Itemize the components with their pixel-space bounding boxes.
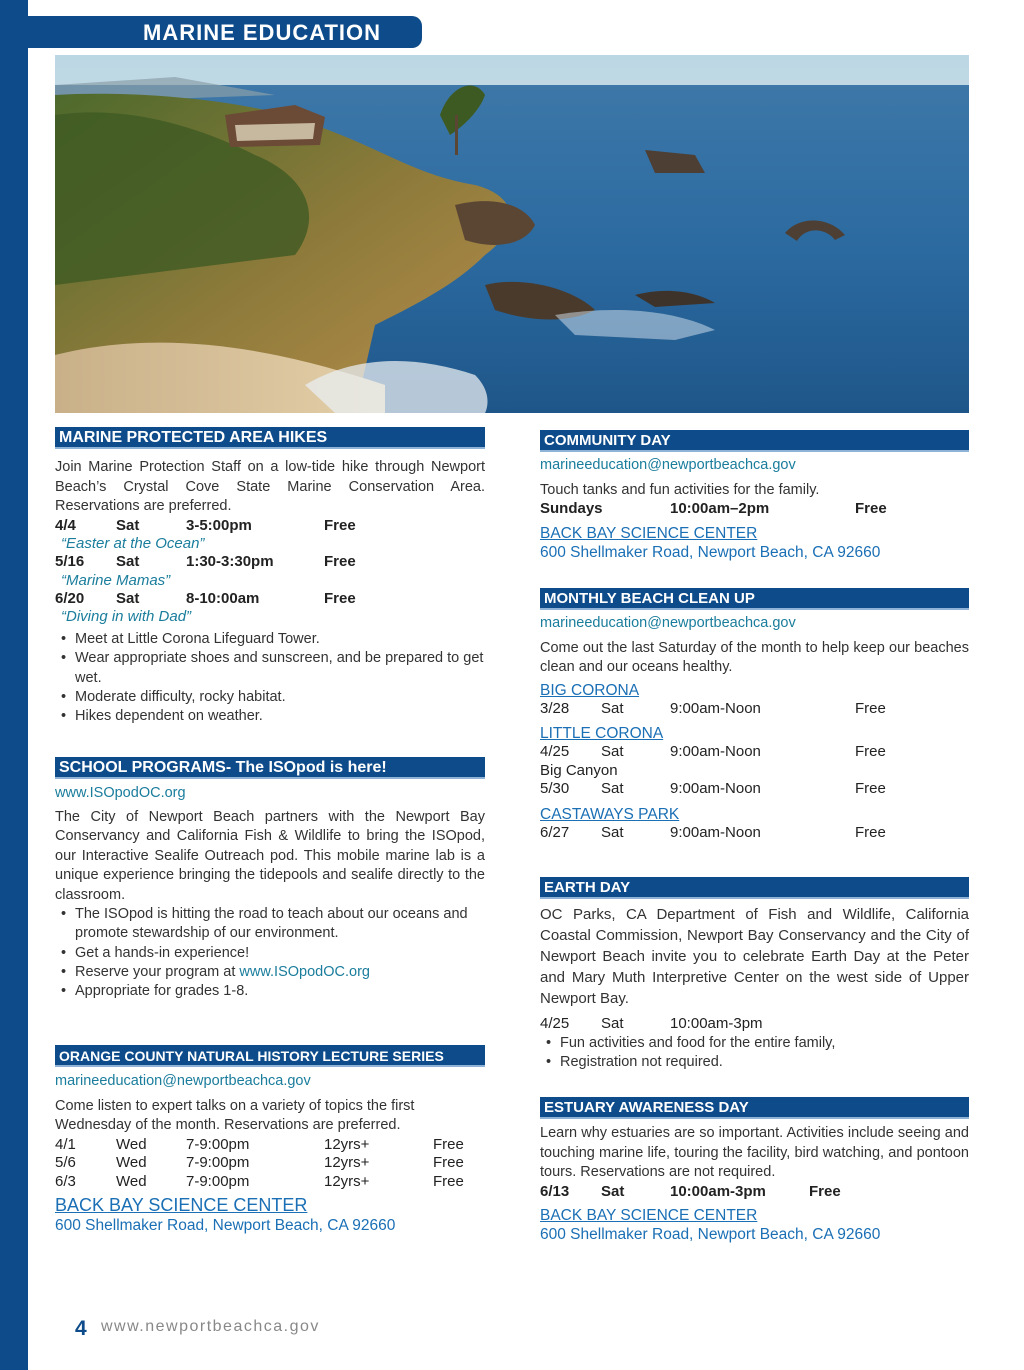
estuary-address: 600 Shellmaker Road, Newport Beach, CA 92660: [540, 1226, 881, 1243]
cleanup-day: Sat: [601, 780, 624, 797]
cleanup-date: 4/25: [540, 743, 570, 760]
reserve-prefix: Reserve your program at: [75, 963, 240, 980]
community-day-section: [540, 430, 969, 562]
cleanup-price: Free: [855, 743, 886, 760]
cleanup-body: Come out the last Saturday of the month to help keep our beaches clean and our oceans healthy.: [540, 639, 969, 675]
hike-time: 1:30-3:30pm: [186, 553, 274, 570]
cleanup-date: 6/27: [540, 823, 570, 841]
community-time: 10:00am–2pm: [670, 500, 770, 517]
mpa-hikes-heading: MARINE PROTECTED AREA HIKES: [55, 427, 485, 449]
hike-row-3: [55, 590, 485, 609]
school-programs-section: [55, 757, 485, 1001]
estuary-time: 10:00am-3pm: [670, 1182, 766, 1200]
hike-date: 6/20: [55, 589, 85, 607]
community-day: Sundays: [540, 500, 603, 517]
lecture-row-1: [55, 1136, 485, 1155]
estuary-row: [540, 1183, 969, 1202]
earth-day-row: [540, 1015, 969, 1034]
cleanup-time: 9:00am-Noon: [670, 743, 761, 760]
hike-time: 8-10:00am: [186, 589, 260, 607]
cleanup-time: 9:00am-Noon: [670, 780, 761, 797]
list-item: • Meet at Little Corona Lifeguard Tower.: [55, 630, 485, 649]
hike-date: 4/4: [55, 516, 76, 534]
lecture-price: Free: [433, 1154, 464, 1171]
beach-cleanup-heading: MONTHLY BEACH CLEAN UP: [540, 588, 969, 610]
lecture-day: Wed: [116, 1172, 147, 1190]
list-item: • Registration not required.: [540, 1053, 969, 1072]
list-item: • Hikes dependent on weather.: [55, 707, 485, 726]
hike-day: Sat: [116, 553, 140, 570]
cleanup-day: Sat: [601, 743, 624, 760]
estuary-venue-link[interactable]: BACK BAY SCIENCE CENTER: [540, 1207, 758, 1224]
list-item: • Wear appropriate shoes and sunscreen, and be prepared to get wet.: [55, 649, 485, 688]
hike-row-2: [55, 553, 485, 572]
location-name: Big Canyon: [540, 761, 618, 779]
lecture-time: 7-9:00pm: [186, 1154, 250, 1171]
school-body: The City of Newport Beach partners with the Newport Bay Conservancy and California Fish & Wildlife to bring the ISOpod, our Interactive Sealife Outreach pod. This mobile marine lab is a unique experience bringing the tidepools and sealife directly to the classroom.: [55, 808, 485, 903]
mpa-hikes-intro: Join Marine Protection Staff on a low-tide hike through Newport Beach’s Crystal Cove State Marine Conservation Area. Reservations are preferred.: [55, 459, 485, 514]
community-venue-link[interactable]: BACK BAY SCIENCE CENTER: [540, 524, 758, 542]
earth-day-heading: EARTH DAY: [540, 877, 969, 899]
lecture-price: Free: [433, 1135, 464, 1153]
hike-time: 3-5:00pm: [186, 516, 252, 534]
hike-subtitle-1: “Easter at the Ocean”: [61, 535, 205, 552]
lecture-body: Come listen to expert talks on a variety of topics the first Wednesday of the month. Reservations are preferred.: [55, 1097, 415, 1133]
hike-day: Sat: [116, 516, 140, 534]
lecture-row-2: [55, 1154, 485, 1173]
lecture-venue-link[interactable]: BACK BAY SCIENCE CENTER: [55, 1195, 308, 1215]
lecture-date: 6/3: [55, 1172, 76, 1190]
earth-date: 4/25: [540, 1015, 570, 1032]
earth-time: 10:00am-3pm: [670, 1015, 763, 1032]
cleanup-day: Sat: [601, 699, 624, 717]
list-item: • Get a hands-in experience!: [55, 944, 485, 963]
lecture-age: 12yrs+: [324, 1154, 370, 1171]
lecture-age: 12yrs+: [324, 1172, 370, 1190]
location-big-canyon: [540, 762, 969, 781]
isopod-reserve-link[interactable]: www.ISOpodOC.org: [239, 963, 370, 980]
cleanup-time: 9:00am-Noon: [670, 699, 761, 717]
lecture-date: 4/1: [55, 1135, 76, 1153]
lecture-price: Free: [433, 1172, 464, 1190]
cleanup-price: Free: [855, 780, 886, 797]
cleanup-price: Free: [855, 823, 886, 841]
location-castaways-park-link[interactable]: CASTAWAYS PARK: [540, 805, 680, 823]
cleanup-time: 9:00am-Noon: [670, 823, 761, 841]
list-item: [55, 963, 485, 982]
cleanup-date: 5/30: [540, 780, 570, 797]
lecture-date: 5/6: [55, 1154, 76, 1171]
hike-price: Free: [324, 553, 356, 570]
list-item: • Fun activities and food for the entire family,: [540, 1034, 969, 1053]
earth-bullets: [540, 1034, 969, 1073]
hike-price: Free: [324, 589, 356, 607]
location-little-corona-link[interactable]: LITTLE CORONA: [540, 725, 664, 742]
community-address: 600 Shellmaker Road, Newport Beach, CA 92660: [540, 543, 881, 561]
cleanup-email-link[interactable]: marineeducation@newportbeachca.gov: [540, 615, 796, 631]
hike-date: 5/16: [55, 553, 85, 570]
page-title-bar: [28, 16, 422, 48]
lecture-age: 12yrs+: [324, 1135, 370, 1153]
lecture-address: 600 Shellmaker Road, Newport Beach, CA 92660: [55, 1217, 396, 1234]
hike-subtitle-3: “Diving in with Dad”: [61, 608, 192, 625]
school-programs-heading: SCHOOL PROGRAMS- The ISOpod is here!: [55, 757, 485, 779]
hike-row-1: [55, 517, 485, 536]
footer-url-link[interactable]: www.newportbeachca.gov: [101, 1318, 320, 1335]
hike-price: Free: [324, 516, 356, 534]
cleanup-price: Free: [855, 699, 886, 717]
lecture-day: Wed: [116, 1154, 147, 1171]
left-margin-bar: [0, 0, 28, 1370]
mpa-hikes-section: [55, 427, 485, 726]
beach-cleanup-section: [540, 588, 969, 842]
estuary-day-heading: ESTUARY AWARENESS DAY: [540, 1097, 969, 1119]
lecture-series-section: [55, 1045, 485, 1235]
estuary-date: 6/13: [540, 1182, 570, 1200]
lecture-day: Wed: [116, 1135, 147, 1153]
community-day-heading: COMMUNITY DAY: [540, 430, 969, 452]
earth-day-body: OC Parks, CA Department of Fish and Wildlife, California Coastal Commission, Newport Bay Conservancy and the City of Newport Beach invite you to celebrate Earth Day at the Peter and Mary Muth Interpretive Center on the west side of Upper Newport Bay.: [540, 906, 969, 1007]
isopod-link[interactable]: www.ISOpodOC.org: [55, 785, 186, 801]
hero-coastline-image: [55, 55, 969, 413]
earth-day-section: [540, 877, 969, 1072]
community-price: Free: [855, 500, 887, 517]
lecture-time: 7-9:00pm: [186, 1172, 250, 1190]
community-email-link[interactable]: marineeducation@newportbeachca.gov: [540, 457, 796, 473]
location-big-corona-link[interactable]: BIG CORONA: [540, 681, 640, 699]
cleanup-row-4: [540, 824, 969, 843]
lecture-email-link[interactable]: marineeducation@newportbeachca.gov: [55, 1073, 311, 1089]
list-item: • The ISOpod is hitting the road to teach about our oceans and promote stewardship of our environment.: [55, 905, 485, 944]
page-title: MARINE EDUCATION: [143, 20, 382, 45]
hike-subtitle-2: “Marine Mamas”: [61, 571, 171, 589]
cleanup-date: 3/28: [540, 699, 570, 717]
list-item: • Appropriate for grades 1-8.: [55, 982, 485, 1001]
hike-bullets: [55, 630, 485, 726]
estuary-body: Learn why estuaries are so important. Activities include seeing and touching marine life, touring the facility, bird watching, and pontoon tours. Reservations are not required.: [540, 1125, 969, 1180]
cleanup-row-1: [540, 700, 969, 719]
list-item: • Moderate difficulty, rocky habitat.: [55, 688, 485, 707]
hike-day: Sat: [116, 589, 140, 607]
estuary-day-section: [540, 1097, 969, 1244]
estuary-day: Sat: [601, 1182, 625, 1200]
lecture-series-heading: ORANGE COUNTY NATURAL HISTORY LECTURE SERIES: [55, 1045, 485, 1067]
lecture-time: 7-9:00pm: [186, 1135, 250, 1153]
school-bullets: [55, 905, 485, 1001]
earth-day: Sat: [601, 1015, 624, 1032]
cleanup-row-2: [540, 743, 969, 762]
page-number: 4: [75, 1317, 87, 1340]
community-body: Touch tanks and fun activities for the family.: [540, 481, 820, 498]
community-row: [540, 500, 969, 519]
estuary-price: Free: [809, 1182, 841, 1200]
lecture-row-3: [55, 1173, 485, 1192]
cleanup-day: Sat: [601, 823, 624, 841]
cleanup-row-3: [540, 780, 969, 799]
